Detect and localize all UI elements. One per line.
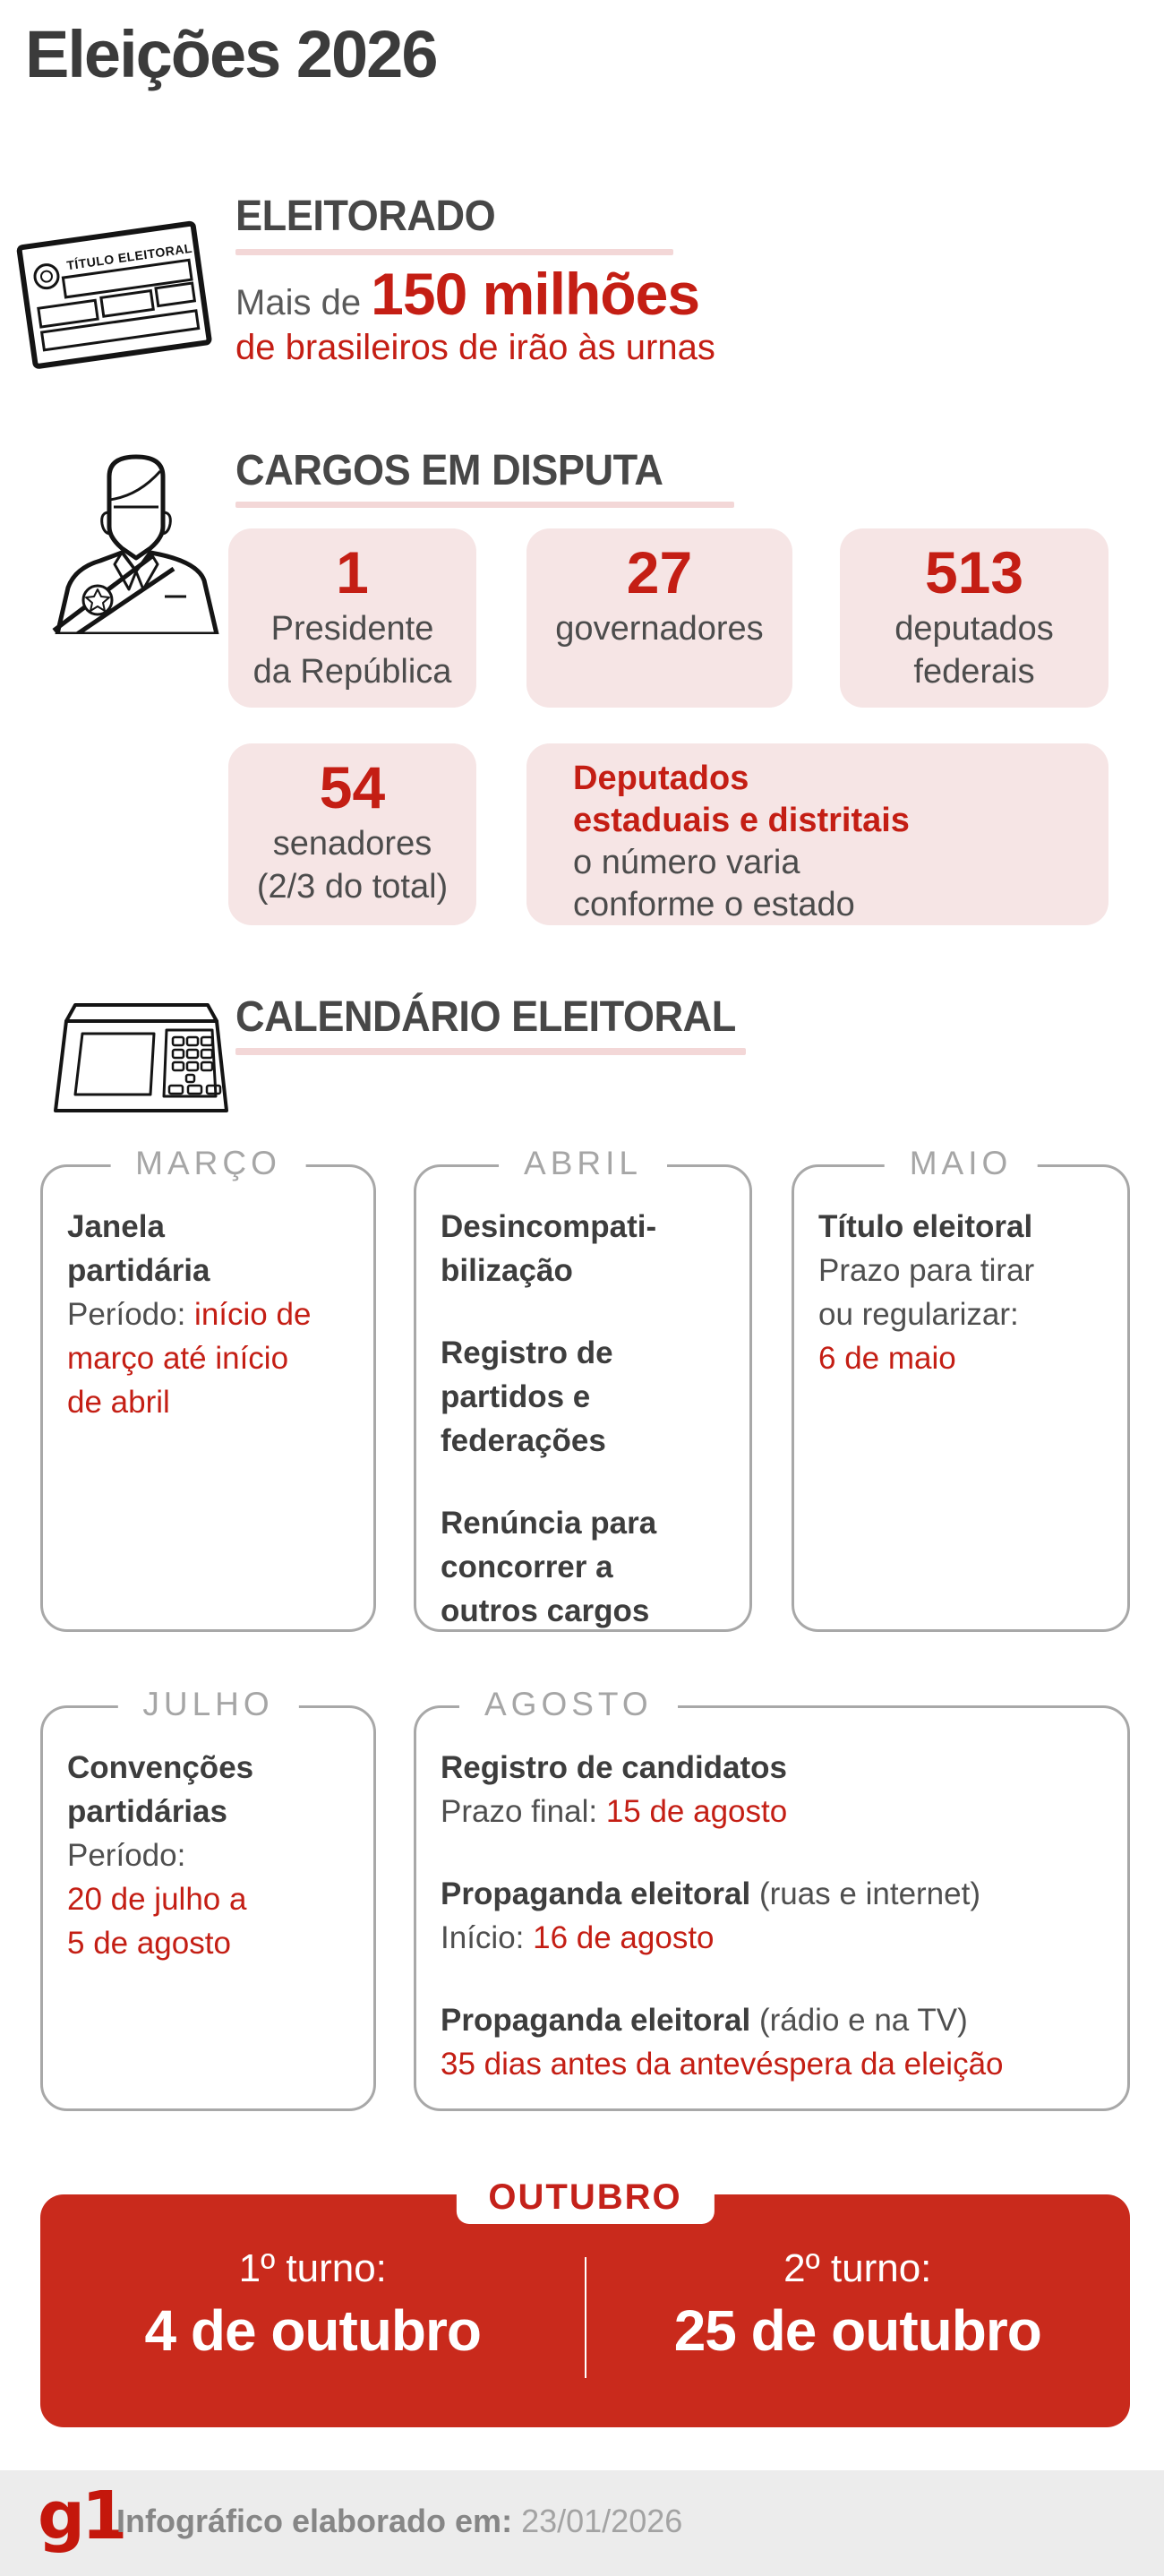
card-line bbox=[441, 1746, 1109, 1790]
card-text-segment: federações bbox=[441, 1423, 606, 1458]
card-text-segment: Período: bbox=[67, 1297, 195, 1332]
card-paragraph bbox=[67, 1746, 355, 1965]
card-line bbox=[441, 1790, 1109, 1833]
box-label-line: o número varia bbox=[573, 844, 800, 881]
card-text-segment: início de bbox=[194, 1297, 312, 1332]
card-text-segment: Início: bbox=[441, 1920, 534, 1955]
month-card-body bbox=[794, 1167, 1127, 1380]
card-paragraph bbox=[441, 1872, 1109, 1960]
card-text-segment: 6 de maio bbox=[818, 1341, 956, 1376]
card-line bbox=[818, 1249, 1109, 1292]
month-card-body bbox=[43, 1708, 373, 1965]
card-line bbox=[818, 1205, 1109, 1249]
card-text-segment: Registro de bbox=[441, 1335, 613, 1370]
g1-logo: g1 bbox=[38, 2477, 124, 2555]
second-turn bbox=[586, 2194, 1131, 2427]
month-card-body bbox=[43, 1167, 373, 1424]
card-text-segment: Registro de candidatos bbox=[441, 1750, 788, 1785]
box-label-line: governadores bbox=[555, 610, 764, 648]
card-text-segment: 15 de agosto bbox=[605, 1794, 788, 1829]
cargo-box-presidente bbox=[228, 528, 476, 708]
outubro-banner bbox=[40, 2177, 1130, 2427]
card-line bbox=[67, 1877, 355, 1921]
box-number: 1 bbox=[336, 539, 369, 605]
box-label-line: (2/3 do total) bbox=[256, 868, 449, 906]
card-text-segment: 16 de agosto bbox=[533, 1920, 715, 1955]
card-line bbox=[67, 1833, 355, 1877]
card-text-segment: Propaganda eleitoral bbox=[441, 2003, 751, 2038]
card-text-segment: (rádio e na TV) bbox=[750, 2003, 968, 2038]
turn-date: 4 de outubro bbox=[144, 2298, 482, 2363]
box-label-line: conforme o estado bbox=[573, 886, 855, 923]
card-text-segment: Janela bbox=[67, 1209, 165, 1244]
section-heading-cargos: CARGOS EM DISPUTA bbox=[235, 447, 663, 494]
card-text-segment: Desincompati- bbox=[441, 1209, 657, 1244]
month-card-marco bbox=[40, 1145, 376, 1632]
card-text-segment: de abril bbox=[67, 1385, 170, 1420]
card-line bbox=[441, 2042, 1109, 2086]
heading-underline bbox=[235, 1048, 746, 1055]
card-text-segment: março até início bbox=[67, 1341, 289, 1376]
card-text-segment: concorrer a bbox=[441, 1550, 613, 1584]
card-text-segment: bilização bbox=[441, 1253, 573, 1288]
card-line bbox=[441, 1249, 732, 1292]
card-text-segment: Título eleitoral bbox=[818, 1209, 1033, 1244]
card-paragraph bbox=[441, 1746, 1109, 1833]
turn-label: 2º turno: bbox=[783, 2246, 932, 2290]
card-text-segment: partidos e bbox=[441, 1379, 591, 1414]
card-line bbox=[67, 1380, 355, 1424]
card-text-segment: Prazo para tirar bbox=[818, 1253, 1035, 1288]
turn-date: 25 de outubro bbox=[673, 2298, 1041, 2363]
card-paragraph bbox=[441, 1331, 732, 1463]
month-card-abril bbox=[414, 1145, 752, 1632]
box-label-line: senadores bbox=[272, 825, 432, 863]
card-text-segment: Renúncia para bbox=[441, 1506, 657, 1541]
voter-id-card-icon bbox=[13, 213, 220, 382]
card-text-segment: Convenções bbox=[67, 1750, 254, 1785]
card-line bbox=[441, 1501, 732, 1545]
card-line bbox=[67, 1249, 355, 1292]
banner-divider bbox=[585, 2257, 586, 2378]
month-label: ABRIL bbox=[499, 1144, 667, 1183]
outubro-banner-label: OUTUBRO bbox=[456, 2171, 714, 2224]
svg-text:TÍTULO ELEITORAL: TÍTULO ELEITORAL bbox=[65, 240, 193, 273]
month-card-maio bbox=[792, 1145, 1130, 1632]
turn-label: 1º turno: bbox=[238, 2246, 387, 2290]
card-text-segment: 35 dias antes da antevéspera da eleição bbox=[441, 2047, 1004, 2082]
card-paragraph bbox=[441, 1998, 1109, 2086]
box-highlight-line: estaduais e distritais bbox=[573, 802, 910, 839]
card-text-segment: partidárias bbox=[67, 1794, 227, 1829]
heading-underline bbox=[235, 502, 734, 508]
card-line bbox=[67, 1292, 355, 1336]
card-line bbox=[67, 1336, 355, 1380]
card-line bbox=[818, 1292, 1109, 1336]
card-line bbox=[67, 1746, 355, 1790]
footer-credit-date: 23/01/2026 bbox=[521, 2503, 683, 2539]
month-label: MAIO bbox=[885, 1144, 1038, 1183]
card-line bbox=[441, 1331, 732, 1375]
footer bbox=[0, 2470, 1164, 2576]
card-line bbox=[441, 1375, 732, 1419]
month-label: MARÇO bbox=[110, 1144, 306, 1183]
month-label: JULHO bbox=[117, 1685, 298, 1724]
card-line bbox=[818, 1336, 1109, 1380]
card-text-segment: outros cargos bbox=[441, 1593, 650, 1628]
card-text-segment: 5 de agosto bbox=[67, 1926, 231, 1961]
card-line bbox=[67, 1921, 355, 1965]
first-turn bbox=[40, 2194, 586, 2427]
card-text-segment: Período: bbox=[67, 1838, 186, 1873]
month-card-body bbox=[416, 1167, 749, 1633]
card-line bbox=[441, 1872, 1109, 1916]
cargo-box-deputados-estaduais bbox=[526, 743, 1108, 925]
card-text-segment: (ruas e internet) bbox=[750, 1876, 980, 1911]
month-card-julho bbox=[40, 1686, 376, 2111]
card-paragraph bbox=[441, 1205, 732, 1292]
card-line bbox=[441, 1998, 1109, 2042]
eleitorado-lead bbox=[235, 260, 699, 328]
box-label-line: deputados bbox=[894, 610, 1054, 648]
box-label-line: Presidente bbox=[270, 610, 434, 648]
cargo-box-governadores bbox=[526, 528, 792, 708]
voting-machine-icon bbox=[45, 1000, 237, 1125]
cargo-box-senadores bbox=[228, 743, 476, 925]
card-paragraph bbox=[441, 1501, 732, 1633]
heading-underline bbox=[235, 249, 673, 255]
card-line bbox=[67, 1205, 355, 1249]
section-heading-eleitorado: ELEITORADO bbox=[235, 193, 496, 240]
box-number: 27 bbox=[626, 539, 693, 605]
section-heading-calendario: CALENDÁRIO ELEITORAL bbox=[235, 993, 736, 1041]
card-paragraph bbox=[67, 1205, 355, 1424]
card-text-segment: partidária bbox=[67, 1253, 210, 1288]
card-text-segment: ou regularizar: bbox=[818, 1297, 1019, 1332]
box-number: 54 bbox=[319, 754, 386, 820]
card-line bbox=[441, 1916, 1109, 1960]
footer-credit-label: Infográfico elaborado em: bbox=[116, 2503, 513, 2539]
lead-prefix: Mais de bbox=[235, 283, 372, 322]
cargo-box-deputados-federais bbox=[840, 528, 1108, 708]
box-label-line: federais bbox=[913, 653, 1035, 691]
card-line bbox=[441, 1419, 732, 1463]
card-text-segment: 20 de julho a bbox=[67, 1882, 247, 1917]
month-label: AGOSTO bbox=[459, 1685, 678, 1724]
footer-credit bbox=[116, 2503, 682, 2540]
card-line bbox=[441, 1589, 732, 1633]
card-text-segment: Prazo final: bbox=[441, 1794, 606, 1829]
president-sash-icon bbox=[47, 446, 226, 634]
box-label-line: da República bbox=[252, 653, 452, 691]
month-card-agosto bbox=[414, 1686, 1130, 2111]
lead-number: 150 milhões bbox=[371, 261, 700, 327]
page-title: Eleições 2026 bbox=[25, 17, 437, 91]
card-line bbox=[441, 1205, 732, 1249]
card-line bbox=[67, 1790, 355, 1833]
box-highlight-line: Deputados bbox=[573, 760, 749, 797]
card-line bbox=[441, 1545, 732, 1589]
month-card-body bbox=[416, 1708, 1127, 2086]
card-text-segment: Propaganda eleitoral bbox=[441, 1876, 751, 1911]
eleitorado-lead-sub: de brasileiros de irão às urnas bbox=[235, 328, 715, 367]
card-paragraph bbox=[818, 1205, 1109, 1380]
box-number: 513 bbox=[924, 539, 1024, 605]
